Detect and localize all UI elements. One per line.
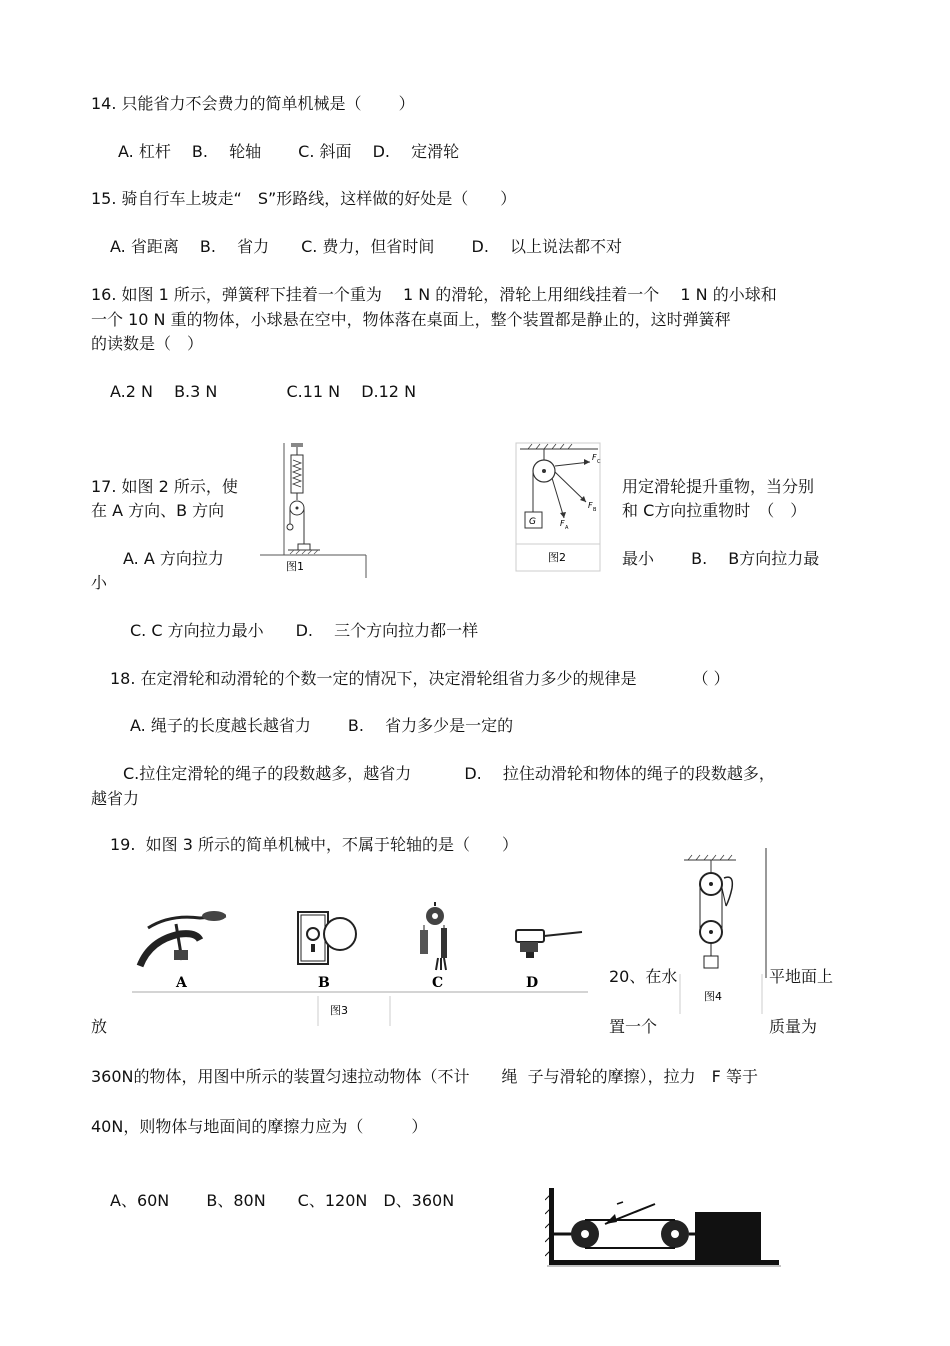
figure-3-label-a: A — [176, 975, 187, 991]
figure-2-weight-label: G — [529, 517, 536, 527]
q18-options-cd-cont: 越省力 — [91, 789, 140, 808]
q16-line2: 一个 10 N 重的物体，小球悬在空中，物体落在桌面上，整个装置都是静止的，这时弹簧秤 — [91, 310, 731, 329]
figure-2-label-fb-sub: B — [593, 507, 597, 513]
q17-left-line1: 17. 如图 2 所示，使 — [91, 477, 238, 496]
q14-stem: 14. 只能省力不会费力的简单机械是（ ） — [91, 94, 415, 113]
q17-option-a-right: 最小 B. B方向拉力最 — [622, 549, 820, 568]
q19-stem: 19. 如图 3 所示的简单机械中，不属于轮轴的是（ ） — [110, 835, 518, 854]
figure-2-label-fb: F — [588, 501, 593, 510]
figure-3-caption: 图3 — [330, 1004, 348, 1017]
figure-3-bicycle-handlebar — [140, 911, 226, 966]
figure-4-ceiling-hatch — [688, 855, 732, 860]
figure-2-caption: 图2 — [548, 551, 566, 564]
q20-fragment-4: 置一个 — [609, 1017, 658, 1036]
q18-stem: 18. 在定滑轮和动滑轮的个数一定的情况下，决定滑轮组省力多少的规律是 （ ） — [110, 669, 730, 688]
q17-options-cd: C. C 方向拉力最小 D. 三个方向拉力都一样 — [130, 621, 479, 640]
figure-4-caption: 图4 — [704, 990, 722, 1003]
figure-2 — [514, 440, 602, 574]
figure-3-pulley-scale — [420, 902, 447, 970]
q20-line2: 360N的物体，用图中所示的装置匀速拉动物体（不计 绳 子与滑轮的摩擦），拉力 F 等于 — [91, 1067, 758, 1086]
q15-options: A. 省距离 B. 省力 C. 费力，但省时间 D. 以上说法都不对 — [110, 237, 622, 256]
figure-2-label-fc-sub: C — [597, 459, 601, 465]
figure-1-caption: 图1 — [286, 560, 304, 573]
figure-3-doorknob — [298, 912, 356, 964]
q14-options: A. 杠杆 B. 轮轴 C. 斜面 D. 定滑轮 — [118, 142, 460, 161]
figure-2-label-fa: F — [560, 519, 565, 528]
figure-3-label-b: B — [318, 975, 330, 991]
q17-left-line2: 在 A 方向、B 方向 — [91, 501, 225, 520]
q16-line3: 的读数是（ ） — [91, 334, 204, 353]
q17-right-line2: 和 C方向拉重物时 （ ） — [622, 501, 807, 520]
q16-options: A.2 N B.3 N C.11 N D.12 N — [110, 382, 417, 401]
figure-2-label-fc: F — [592, 453, 597, 462]
figure-3-label-c: C — [432, 975, 444, 991]
q20-fragment-2: 平地面上 — [769, 967, 834, 986]
figure-3-label-d: D — [526, 975, 539, 991]
q17-option-a-left: A. A 方向拉力 — [123, 549, 224, 568]
q20-options: A、60N B、80N C、120N D、360N — [110, 1191, 455, 1210]
q15-stem: 15. 骑自行车上坡走“ S”形路线，这样做的好处是（ ） — [91, 189, 517, 208]
figure-3-tap-wrench — [516, 930, 582, 958]
figure-2-ceiling-hatch — [528, 444, 572, 449]
q18-options-ab: A. 绳子的长度越长越省力 B. 省力多少是一定的 — [130, 716, 514, 735]
q20-fragment-5: 质量为 — [769, 1017, 818, 1036]
figure-1-ground-hatch — [290, 550, 318, 554]
q20-line3: 40N，则物体与地面间的摩擦力应为（ ） — [91, 1117, 428, 1136]
q17-right-line1: 用定滑轮提升重物，当分别 — [622, 477, 815, 496]
q18-options-cd: C.拉住定滑轮的绳子的段数越多，越省力 D. 拉住动滑轮和物体的绳子的段数越多， — [123, 764, 775, 783]
q17-option-a-left2: 小 — [91, 573, 108, 592]
figure-2-label-fa-sub: A — [565, 525, 569, 531]
q16-line1: 16. 如图 1 所示，弹簧秤下挂着一个重为 1 N 的滑轮，滑轮上用细线挂着一个 1 N 的小球和 — [91, 285, 777, 304]
figure-q20-apparatus — [545, 1186, 783, 1268]
figure-3 — [130, 900, 592, 1030]
figure-1 — [258, 440, 370, 580]
q20-fragment-1: 20、在水 — [609, 967, 678, 986]
figure-4 — [678, 848, 768, 1016]
q20-fragment-3: 放 — [91, 1017, 108, 1036]
